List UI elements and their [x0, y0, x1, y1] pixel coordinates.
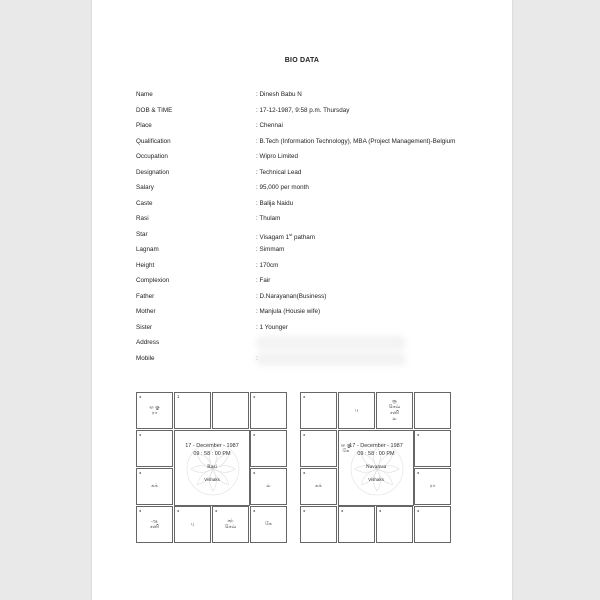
field-row-salary — [136, 183, 496, 193]
field-label: Lagnam — [136, 246, 159, 253]
house-marker: ⁎ — [417, 470, 420, 475]
field-value: : 95,000 per month — [256, 184, 309, 191]
field-label: Star — [136, 230, 148, 238]
house-marker: ⁎ — [303, 508, 306, 513]
page-title: BIO DATA — [284, 57, 320, 64]
field-row-rasi — [136, 214, 496, 224]
field-value: : Simmam — [256, 246, 285, 253]
field-value: : D.Narayanan(Business) — [256, 292, 327, 300]
field-row-sister — [136, 323, 496, 333]
field-value: : 1 Younger — [256, 323, 288, 331]
field-value: : 17-12-1987, 9:58 p.m. Thursday — [256, 106, 350, 114]
chart-house — [250, 430, 287, 467]
house-marker: ⁎ — [303, 394, 306, 399]
field-label: Occupation — [136, 153, 168, 160]
house-marker: ⁎ — [341, 508, 344, 513]
field-row-star — [136, 230, 496, 240]
field-value: : Wipro Limited — [256, 153, 298, 160]
chart-name: Navamsa — [365, 464, 387, 470]
field-label: Mobile — [136, 354, 155, 362]
field-label: Salary — [136, 184, 154, 191]
field-label: Caste — [136, 199, 153, 207]
house-planets: பு — [354, 407, 359, 413]
house-marker: ⁎ — [139, 508, 142, 513]
house-planets: சந் செவ் — [224, 518, 237, 530]
field-label: Name — [136, 91, 153, 98]
field-row-designation — [136, 168, 496, 178]
chart-house — [414, 392, 451, 429]
chart-center — [174, 430, 250, 506]
field-row-occupation — [136, 152, 496, 162]
house-marker: ⁎ — [253, 394, 256, 399]
chart-date: 17 - December - 1987 — [349, 443, 403, 449]
house-marker: ⁎ — [253, 508, 256, 513]
house-marker: ⁎ — [303, 470, 306, 475]
field-label: Place — [136, 122, 152, 129]
house-marker: ⁎ — [417, 432, 420, 437]
field-row-address — [136, 338, 496, 348]
chart-house — [414, 430, 451, 467]
field-label: DOB & TIME — [136, 106, 173, 114]
field-row-qualification — [136, 137, 496, 147]
chart-time: 09 : 58 : 00 PM — [357, 451, 395, 457]
field-row-lagnam — [136, 245, 496, 255]
house-planets: ல — [266, 483, 271, 489]
rasi-chart — [136, 392, 288, 544]
chart-house — [136, 468, 173, 505]
house-marker: ⁎ — [177, 508, 180, 513]
house-planets: ஒ கு ரா — [149, 404, 160, 416]
chart-house — [300, 506, 337, 543]
field-label: Rasi — [136, 215, 149, 222]
field-label: Address — [136, 339, 160, 346]
chart-house — [250, 392, 287, 429]
house-marker: 1 — [177, 394, 180, 399]
field-row-mother — [136, 307, 496, 317]
field-row-caste — [136, 199, 496, 209]
field-value: : Chennai — [256, 122, 283, 129]
field-value: : Manjula (Housie wife) — [256, 308, 321, 315]
house-marker: ⁎ — [139, 394, 142, 399]
field-value: : 170cm — [256, 261, 279, 269]
field-value: : Dinesh Babu N — [256, 91, 302, 98]
house-marker: ⁎ — [139, 470, 142, 475]
field-label: Height — [136, 261, 155, 269]
house-marker: ⁎ — [139, 432, 142, 437]
house-planets: ஆ சனி — [149, 518, 160, 530]
house-marker: ⁎ — [379, 508, 382, 513]
center-planets: ஒ கு கே — [340, 442, 352, 454]
house-marker: ⁎ — [417, 508, 420, 513]
house-marker: ⁎ — [253, 432, 256, 437]
chart-house — [136, 430, 173, 467]
chart-house — [250, 506, 287, 543]
chart-date: 17 - December - 1987 — [185, 443, 239, 449]
chart-house — [212, 392, 249, 429]
chart-house — [174, 506, 211, 543]
field-row-complexion — [136, 276, 496, 286]
field-label: Designation — [136, 168, 170, 176]
field-label: Qualification — [136, 137, 171, 145]
field-value: : Fair — [256, 277, 271, 284]
house-marker: ⁎ — [253, 470, 256, 475]
field-row-height — [136, 261, 496, 271]
house-planets: கே — [264, 521, 272, 527]
field-label: Sister — [136, 323, 153, 331]
field-value: : Thulam — [256, 215, 281, 222]
house-marker: ⁎ — [215, 508, 218, 513]
chart-name: Rasi — [207, 464, 217, 470]
field-value: : Visagam 1st patham — [256, 231, 316, 241]
chart-center — [338, 430, 414, 506]
field-label: Mother — [136, 308, 156, 315]
house-planets: சுக் — [151, 483, 158, 489]
field-row-dob-time — [136, 106, 496, 116]
chart-house — [174, 392, 211, 429]
field-value: : Balija Naidu — [256, 199, 294, 207]
house-planets: சூ செவ் சனி ல — [388, 398, 401, 422]
field-row-father — [136, 292, 496, 302]
field-label: Father — [136, 292, 155, 300]
chart-house — [300, 468, 337, 505]
field-row-name — [136, 90, 496, 100]
chart-house — [136, 506, 173, 543]
house-planets: பு — [190, 521, 195, 527]
house-planets: ரா — [429, 483, 436, 489]
field-row-place — [136, 121, 496, 131]
chart-house — [414, 506, 451, 543]
chart-house — [338, 506, 375, 543]
field-value: : B.Tech (Information Technology), MBA (Project Management)-Belgium — [256, 137, 456, 145]
chart-house — [212, 506, 249, 543]
house-marker: ⁎ — [303, 432, 306, 437]
redacted-area — [256, 336, 406, 350]
field-row-mobile — [136, 354, 496, 364]
field-label: Complexion — [136, 277, 170, 284]
chart-subtitle: Vishaks — [204, 477, 220, 482]
chart-house — [376, 506, 413, 543]
chart-house — [300, 392, 337, 429]
chart-time: 09 : 58 : 00 PM — [193, 451, 231, 457]
chart-house — [338, 392, 375, 429]
redacted-area — [256, 352, 406, 366]
chart-subtitle: Vishaks — [368, 477, 384, 482]
chart-house — [414, 468, 451, 505]
chart-house — [136, 392, 173, 429]
chart-house — [376, 392, 413, 429]
document-page — [92, 0, 512, 600]
navamsa-chart — [300, 392, 452, 544]
field-value: : Technical Lead — [256, 168, 302, 176]
chart-house — [250, 468, 287, 505]
house-planets: சுக் — [315, 483, 322, 489]
